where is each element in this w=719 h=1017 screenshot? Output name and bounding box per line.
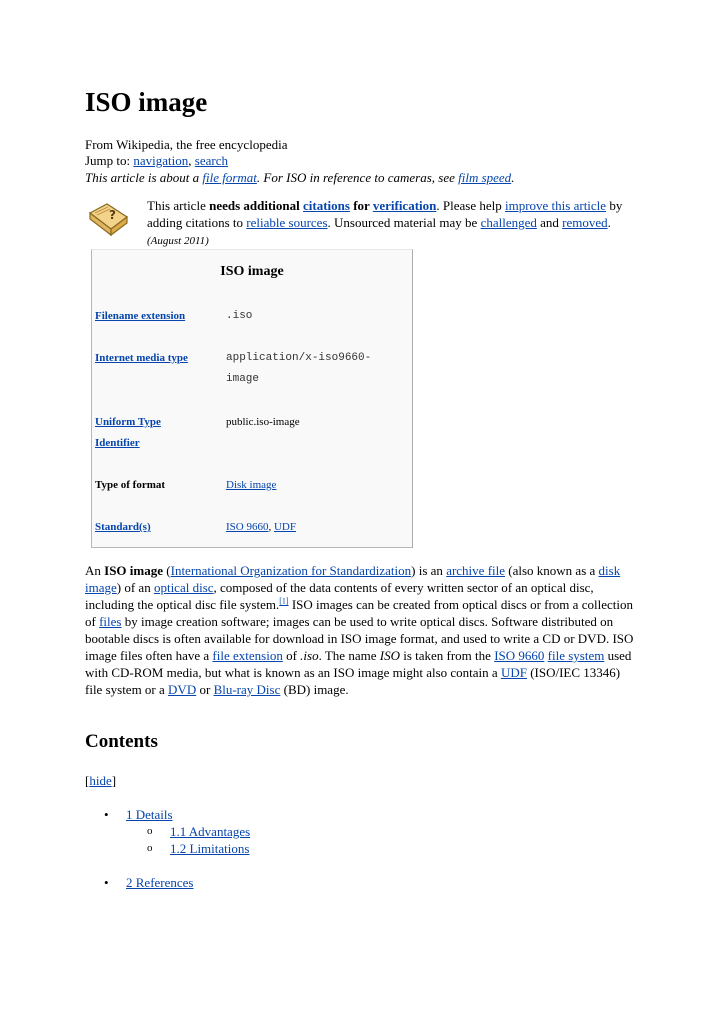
standards-value	[226, 517, 296, 538]
body-text: ISO images can be created from optical discs or from a collection of	[85, 597, 633, 629]
uniform-type-identifier-label[interactable]	[95, 412, 161, 454]
standards-label[interactable]: Standard(s)	[95, 521, 151, 533]
body-text: is taken from the	[399, 648, 495, 663]
toc-bracket-close: ]	[111, 773, 117, 788]
search-link[interactable]: search	[194, 153, 228, 168]
toc-bullet: •	[104, 875, 109, 890]
body-text: or	[196, 682, 214, 697]
body-text: used with CD-ROM media, but what is known as an ISO image might also contain a	[85, 648, 632, 680]
toc-bracket-open: [	[85, 773, 90, 788]
page-title: ISO image	[85, 87, 208, 117]
infobox-title: ISO image	[220, 264, 284, 279]
notice-bold-1: needs additional	[209, 198, 304, 213]
disk-image-link[interactable]: Disk image	[226, 479, 277, 491]
notice-bold-2: for	[349, 198, 373, 213]
hatnote-text-3: .	[511, 170, 515, 185]
file-extension-link[interactable]: file extension	[212, 648, 283, 663]
body-text: ) of an	[116, 580, 154, 595]
udf-body-link[interactable]: UDF	[500, 665, 527, 680]
notice-text-5: and	[536, 215, 563, 230]
removed-link[interactable]: removed	[562, 215, 608, 230]
uti-line-1: Uniform Type	[95, 416, 161, 428]
jump-to	[85, 153, 228, 169]
body-text: (BD) image.	[280, 682, 349, 697]
navigation-link[interactable]: navigation	[133, 153, 189, 168]
notice-text-1: This article	[147, 198, 210, 213]
body-bold: ISO image	[104, 563, 164, 578]
notice-text-3: by adding citations to	[147, 198, 623, 230]
iso-9660-link[interactable]: ISO 9660	[226, 521, 269, 533]
verification-link[interactable]: verification	[372, 198, 437, 213]
reliable-sources-link[interactable]: reliable sources	[246, 215, 328, 230]
disk-image-body-link[interactable]: disk image	[85, 563, 621, 595]
standards-separator: ,	[268, 521, 274, 533]
toc-item-references[interactable]: 2 References	[126, 875, 194, 890]
body-text: ) is an	[411, 563, 447, 578]
infobox	[91, 249, 413, 548]
svg-text:?: ?	[109, 208, 116, 222]
hatnote	[85, 170, 514, 186]
body-text: of	[282, 648, 301, 663]
film-speed-link[interactable]: film speed	[458, 170, 512, 185]
hatnote-text-2: . For ISO in reference to cameras, see	[256, 170, 459, 185]
type-of-format-label: Type of format	[95, 479, 166, 491]
notice-text-4: . Unsourced material may be	[327, 215, 481, 230]
uti-line-2: Identifier	[95, 437, 140, 449]
files-link[interactable]: files	[99, 614, 122, 629]
toc-item-advantages[interactable]: 1.1 Advantages	[170, 824, 251, 839]
body-text: . The name	[318, 648, 380, 663]
toc-item-limitations[interactable]: 1.2 Limitations	[170, 841, 250, 856]
body-italic: .iso	[300, 648, 319, 663]
challenged-link[interactable]: challenged	[480, 215, 537, 230]
filename-extension-label[interactable]: Filename extension	[95, 310, 186, 322]
dvd-link[interactable]: DVD	[168, 682, 197, 697]
lead-paragraph	[85, 562, 637, 698]
iso-9660-body-link[interactable]: ISO 9660	[494, 648, 545, 663]
file-format-link[interactable]: file format	[202, 170, 257, 185]
body-italic: ISO	[379, 648, 400, 663]
toc-sub-bullet: o	[147, 842, 153, 854]
notice-date: (August 2011)	[147, 235, 209, 247]
citations-link[interactable]: citations	[303, 198, 350, 213]
body-text: by image creation software; images can be used to write optical discs. Software distributed on bootable discs is often available for download in ISO image format, and used to write a CD or DVD. ISO image files often have a	[85, 614, 634, 663]
archive-file-link[interactable]: archive file	[446, 563, 506, 578]
book-question-icon	[87, 199, 131, 239]
media-type-line-1: application/x-iso9660-	[226, 352, 372, 364]
toc-toggle	[85, 773, 116, 789]
contents-heading: Contents	[85, 731, 158, 752]
uniform-type-identifier-value: public.iso-image	[226, 416, 300, 428]
body-text: (ISO/IEC 13346) file system or a	[85, 665, 621, 697]
body-text: An	[85, 563, 105, 578]
toc-item-details[interactable]: 1 Details	[126, 807, 173, 822]
media-type-line-2: image	[226, 373, 260, 385]
improve-article-link[interactable]: improve this article	[504, 198, 607, 213]
udf-link[interactable]: UDF	[273, 521, 296, 533]
blu-ray-link[interactable]: Blu-ray Disc	[213, 682, 281, 697]
iso-org-link[interactable]: International Organization for Standardization	[170, 563, 412, 578]
internet-media-type-label[interactable]: Internet media type	[95, 352, 188, 364]
toc-sub-bullet: o	[147, 825, 153, 837]
citation-notice	[85, 197, 640, 249]
body-text: , composed of the data contents of every written sector of an optical disc, including the optical disc file system.	[85, 580, 594, 612]
body-text: (	[163, 563, 171, 578]
site-subtitle: From Wikipedia, the free encyclopedia	[85, 137, 288, 152]
filename-extension-value: .iso	[226, 310, 253, 322]
notice-text-2: . Please help	[436, 198, 505, 213]
file-system-link[interactable]: file system	[547, 648, 605, 663]
hatnote-text-1: This article is about a	[85, 170, 203, 185]
jump-separator: ,	[188, 153, 195, 168]
toc-hide-link[interactable]: hide	[89, 773, 112, 788]
body-text: (also known as a	[505, 563, 599, 578]
toc-bullet: •	[104, 807, 109, 822]
internet-media-type-value	[226, 348, 371, 390]
jump-to-label: Jump to:	[85, 153, 134, 168]
notice-text-6: .	[607, 215, 611, 230]
reference-1-link[interactable]: [1]	[279, 596, 289, 606]
optical-disc-link[interactable]: optical disc	[153, 580, 214, 595]
notice-text	[147, 197, 637, 250]
